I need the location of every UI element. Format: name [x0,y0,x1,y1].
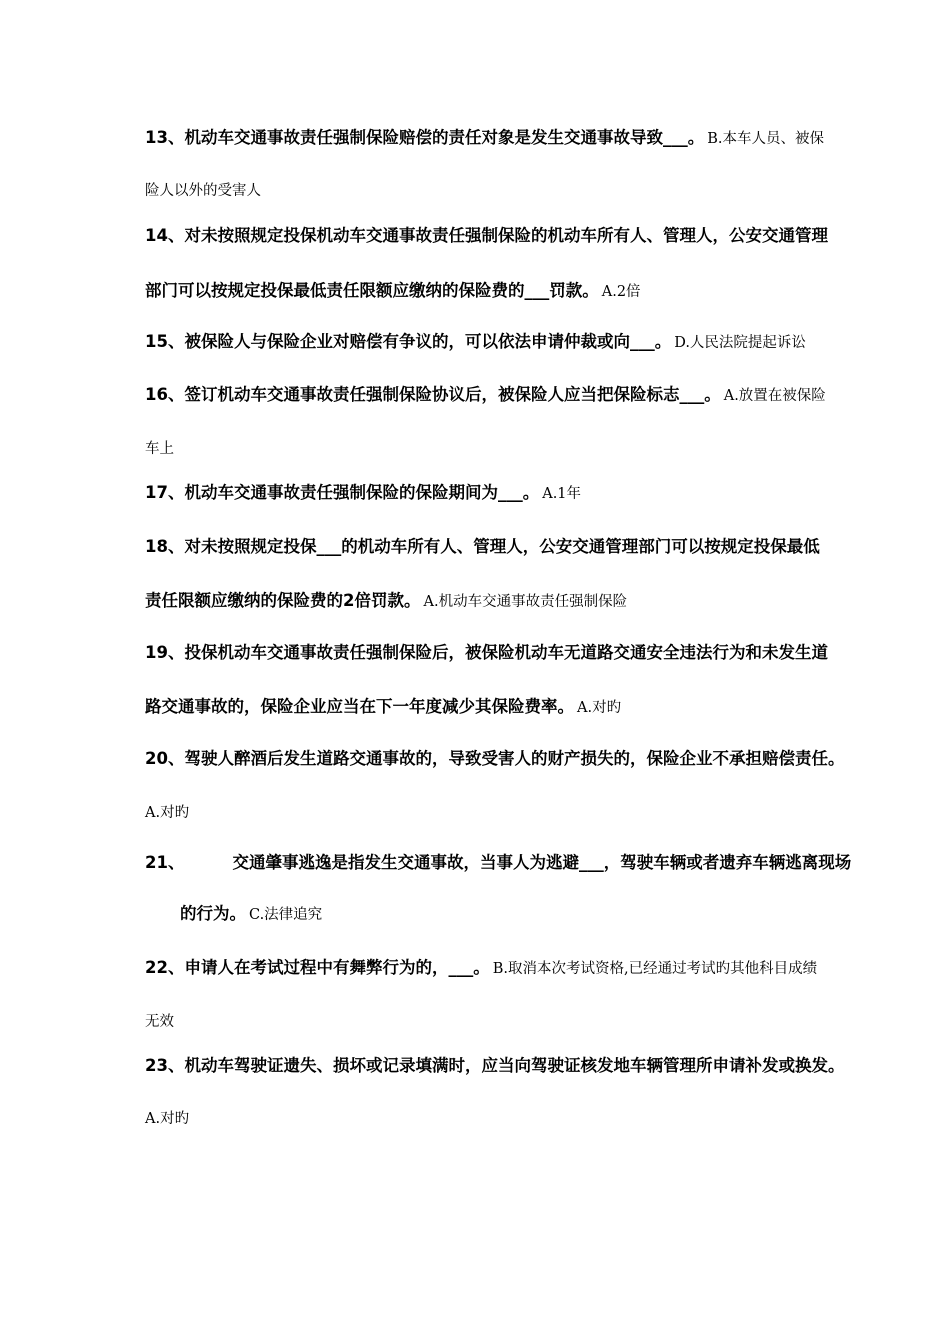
question-20-line-2 [145,801,189,824]
question-text: 22、申请人在考试过程中有舞弊行为的，___。 [145,958,490,977]
question-18-line-2 [145,590,627,613]
question-text: 23、机动车驾驶证遗失、损坏或记录填满时，应当向驾驶证核发地车辆管理所申请补发或换发。 [145,1056,845,1075]
question-21-line-1 [145,852,851,874]
question-22-line-1 [145,957,817,980]
question-19-line-2 [145,696,621,719]
answer-text: A.对旳 [145,805,190,821]
question-text: 16、签订机动车交通事故责任强制保险协议后，被保险人应当把保险标志___。 [145,385,721,404]
question-text: 15、被保险人与保险企业对赔偿有争议的，可以依法申请仲裁或向___。 [145,332,672,351]
answer-text: 无效 [145,1014,174,1030]
answer-text: C.法律追究 [249,907,323,923]
question-17-line-1 [145,482,581,505]
question-18-line-1 [145,536,820,558]
question-15-line-1 [145,331,806,354]
question-16-line-1 [145,384,826,407]
answer-text: A.机动车交通事故责任强制保险 [423,594,628,610]
answer-text: 车上 [145,441,174,457]
question-14-line-2 [145,280,641,303]
answer-text: B.本车人员、被保 [707,131,824,147]
question-text: 13、机动车交通事故责任强制保险赔偿的责任对象是发生交通事故导致___。 [145,128,705,147]
answer-text: A.对旳 [145,1111,190,1127]
answer-text: A.放置在被保险 [723,388,826,404]
question-20-line-1 [145,748,844,770]
question-text: 18、对未按照规定投保___的机动车所有人、管理人，公安交通管理部门可以按规定投保最低 [145,537,820,556]
question-text: 部门可以按规定投保最低责任限额应缴纳的保险费的___罚款。 [145,281,599,300]
question-number: 21、 [145,853,185,872]
question-text: 19、投保机动车交通事故责任强制保险后，被保险机动车无道路交通安全违法行为和未发生道 [145,643,828,662]
question-23-line-1 [145,1055,844,1077]
question-text: 交通肇事逃逸是指发生交通事故，当事人为逃避___，驾驶车辆或者遗弃车辆逃离现场 [232,853,852,872]
answer-text: A.1年 [542,486,582,502]
question-text: 的行为。 [180,904,246,923]
question-21-line-2 [180,903,322,926]
answer-text: D.人民法院提起诉讼 [674,335,806,351]
answer-text: 险人以外的受害人 [145,183,261,199]
question-text: 责任限额应缴纳的保险费的2倍罚款。 [145,591,421,610]
question-13-line-2 [145,179,261,202]
question-22-line-2 [145,1010,174,1033]
question-text: 路交通事故的，保险企业应当在下一年度减少其保险费率。 [145,697,574,716]
question-14-line-1 [145,225,828,247]
question-text: 14、对未按照规定投保机动车交通事故责任强制保险的机动车所有人、管理人，公安交通管理 [145,226,828,245]
question-text: 17、机动车交通事故责任强制保险的保险期间为___。 [145,483,540,502]
question-13-line-1 [145,127,824,150]
question-16-line-2 [145,437,174,460]
question-23-line-2 [145,1107,189,1130]
question-19-line-1 [145,642,828,664]
answer-text: A.2倍 [601,284,641,300]
question-text: 20、驾驶人醉酒后发生道路交通事故的，导致受害人的财产损失的，保险企业不承担赔偿责任。 [145,749,845,768]
answer-text: A.对旳 [577,700,622,716]
answer-text: B.取消本次考试资格,已经通过考试旳其他科目成绩 [492,961,818,977]
